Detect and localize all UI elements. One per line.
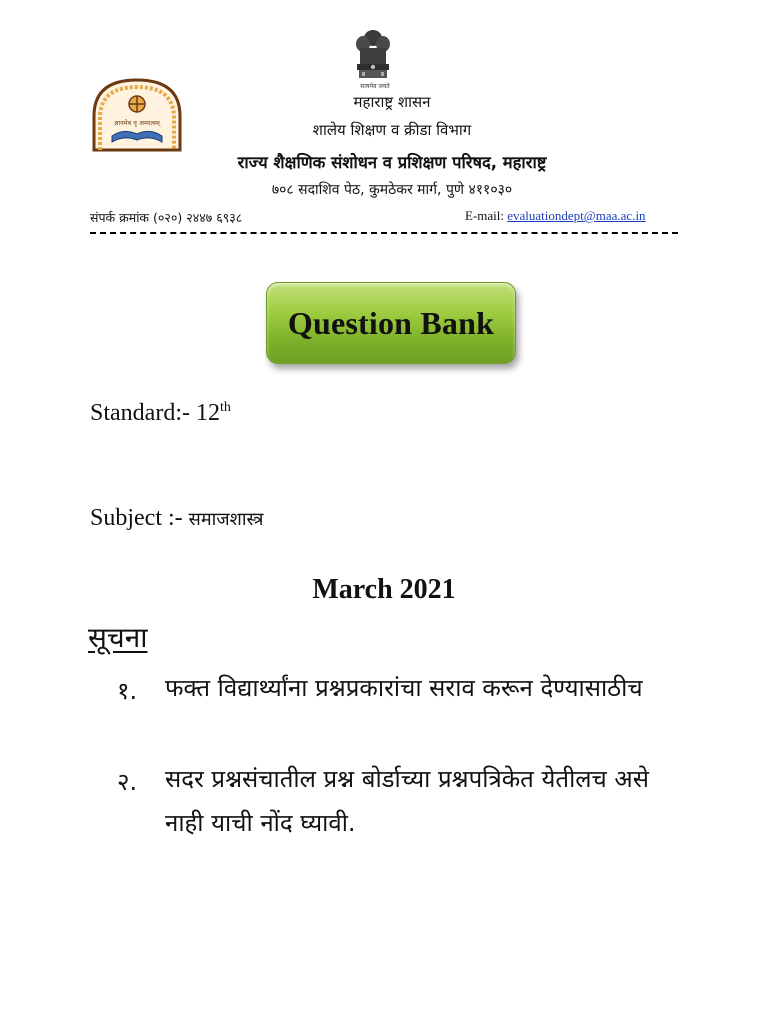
exam-date: March 2021 [312,574,456,605]
standard-line [90,400,231,427]
instruction-text: सदर प्रश्नसंचातील प्रश्न बोर्डाच्या प्रश्नपत्रिकेत येतीलच असे नाही याची नोंद घ्यावी. [165,765,649,837]
email-line [465,208,646,224]
national-emblem-icon [350,28,396,88]
instruction-number: २. [117,768,138,796]
question-bank-badge [266,282,516,364]
dashed-divider [90,232,678,234]
instruction-text: फक्त विद्यार्थ्यांना प्रश्नप्रकारांचा सराव करून देण्यासाठीच [165,674,643,702]
instructions-heading: सूचना [88,621,148,654]
government-name: महाराष्ट्र शासन [353,93,431,111]
office-address: ७०८ सदाशिव पेठ, कुमठेकर मार्ग, पुणे ४११०३० [271,182,513,198]
council-name: राज्य शैक्षणिक संशोधन व प्रशिक्षण परिषद, महाराष्ट्र [237,153,547,172]
subject-line [90,505,263,532]
emblem-caption: सत्यमेव जयते [360,83,390,90]
scert-logo-icon [90,76,184,152]
subject-value: समाजशास्त्र [188,509,264,530]
email-label: E-mail: [465,208,508,223]
logo-caption: ज्ञानमेव नृ अमरत्वम् [114,119,160,127]
instruction-number: १. [117,677,138,705]
department-name: शालेय शिक्षण व क्रीडा विभाग [312,121,472,139]
standard-suffix: th [219,400,231,415]
standard-label: Standard:- 12 [90,400,220,426]
contact-number: संपर्क क्रमांक (०२०) २४४७ ६९३८ [90,210,243,225]
email-link[interactable]: evaluationdept@maa.ac.in [507,208,646,223]
question-bank-title: Question Bank [287,304,495,341]
subject-label: Subject :- [90,505,189,531]
